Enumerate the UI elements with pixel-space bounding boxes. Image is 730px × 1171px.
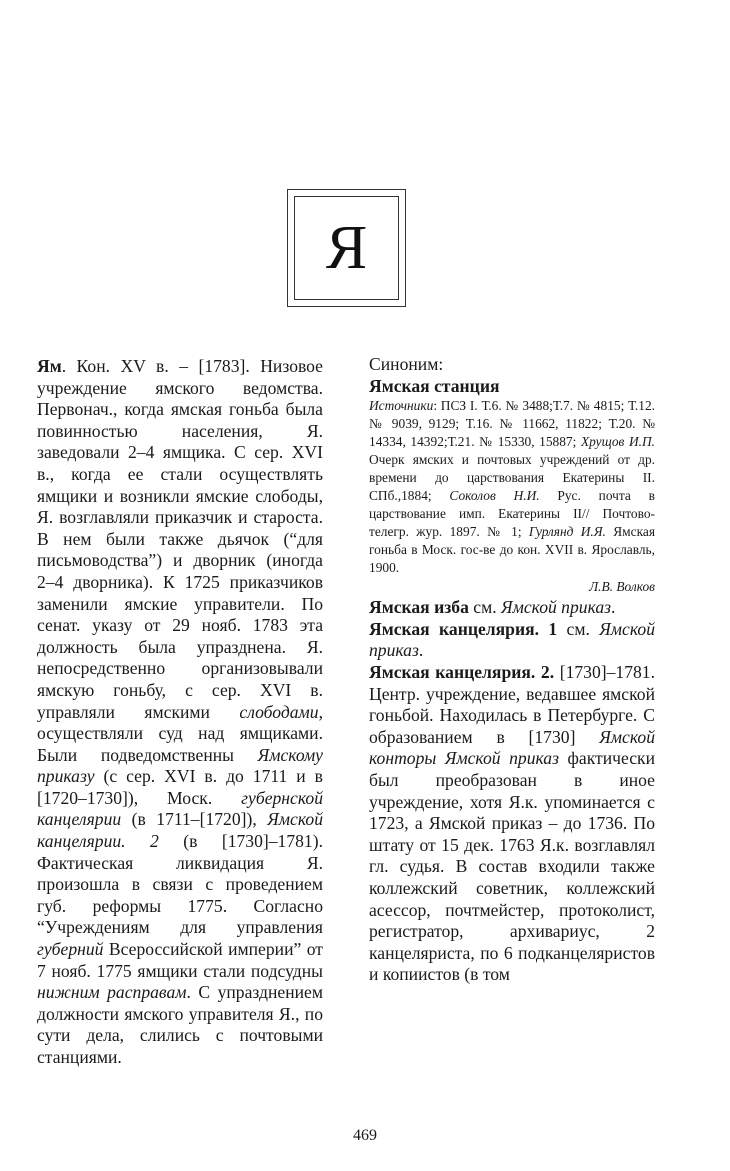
text-run: Ямской приказ [501,597,612,618]
text-run: (в 1711–[1720]), [121,809,268,830]
entry-yamskaya-kancelyariya-2 [369,662,655,986]
text-run: Ямскому приказу [37,744,323,787]
text-run: Ямская канцелярия. 1 [369,618,558,639]
right-column [369,354,655,986]
text-run: см. [468,597,502,618]
text-run: . [418,640,424,661]
entry-yamskaya-kancelyariya-1 [369,619,655,662]
text-run: Ямская гоньба в Моск. гос-ве до кон. XVII в. Ярославль, 1900. [369,524,655,576]
text-run: слободами [239,701,319,722]
left-column [37,356,323,1069]
text-run: Ямская изба [369,597,469,618]
text-run: Источники [369,398,434,414]
entry-yam [37,356,323,1069]
text-run: нижним расправам [37,982,187,1003]
sources-list [369,397,655,577]
text-run: Хрущов И.П. [580,434,656,450]
author-signature: Л.В. Волков [589,579,655,595]
text-run: [1730]–1781. Центр. учреждение, ведавшее ямской гоньбой. Находилась в Петербурге. С образованием в [1730] [369,661,655,747]
synonym-term: Ямская станция [369,375,500,396]
section-letter: Я [325,214,368,282]
text-run: Ямской приказ [369,618,655,661]
text-run: губернской канцелярии [37,787,323,830]
text-run: Ямской канцелярии. 2 [37,809,323,852]
text-run: Рус. почта в царствование имп. Екатерины II// Почтово-телегр. жур. 1897. № 1; [369,488,655,540]
text-run: Ямской конторы Ямской приказ [369,726,655,769]
text-run: (с сер. XVI в. до 1711 и в [1720–1730]), Моск. [37,766,323,808]
text-run: Гурлянд И.Я. [528,524,606,540]
section-letter-frame [287,189,406,307]
text-run: Всероссийской империи” от 7 нояб. 1775 ямщики стали подсудны [37,939,323,981]
text-run: Ямская канцелярия. 2. [369,661,555,682]
text-run: Соколов Н.И. [449,488,540,504]
synonym-label: Синоним: [369,354,444,374]
text-run: , осуществляли суд над ямщиками. Были подведомственны [37,701,323,765]
entry-yam-headword: Ям [37,356,62,376]
entry-yamskaya-izba [369,597,655,619]
section-letter-inner-frame [294,196,399,300]
page-number: 469 [353,1127,377,1144]
text-run: губерний [37,939,104,960]
text-run: : ПСЗ I. Т.6. № 3488;Т.7. № 4815; Т.12. № 9039, 9129; Т.16. № 11662, 11822; Т.20. № 14334, 14392;Т.21. № 15330, 15887; [369,398,655,450]
text-run: . [611,597,616,618]
text-run: . Кон. XV в. – [1783]. Низовое учреждение ямского ведомства. Первонач., когда ямская гоньба была повинностью населения, Я. заведовали 2–4 ямщика. С сер. XVI в., когда ее стали осуществлять ямщики и возникли ямские слободы, Я. возглавляли приказчик и староста. В нем были также дьячок (“для письмоводства”) и дворник (иногда 2–4 дворника). К 1725 приказчиков заменили ямские управители. По сенат. указу от 29 нояб. 1783 эта должность была упразднена. Я. непосредственно организовывали ямскую гоньбу, с сер. XVI в. управляли ямскими [37,356,323,722]
text-run: см. [557,618,600,639]
text-run: (в [1730]–1781). Фактическая ликвидация Я. произошла в связи с проведением губ. реформы 1775. Согласно “Учреждениям для управления [37,831,323,938]
text-run: фактически был преобразован в иное учреждение, хотя Я.к. упоминается с 1723, а Ямской приказ – до 1736. По штату от 15 дек. 1763 Я.к. возглавлял гл. судья. В состав входили также коллежский советник, коллежский асессор, почтмейстер, протоколист, регистратор, архивариус, 2 канцеляриста, по 6 подканцеляристов и копиистов (в том [369,748,655,985]
text-run: . С упразднением должности ямского управителя Я., по сути дела, слились с почтовыми станциями. [37,982,323,1067]
entry-yam-text [37,356,323,1067]
text-run: Очерк ямских и почтовых учреждений от др. времени до царствования Екатерины II. СПб.,1884; [369,452,655,504]
